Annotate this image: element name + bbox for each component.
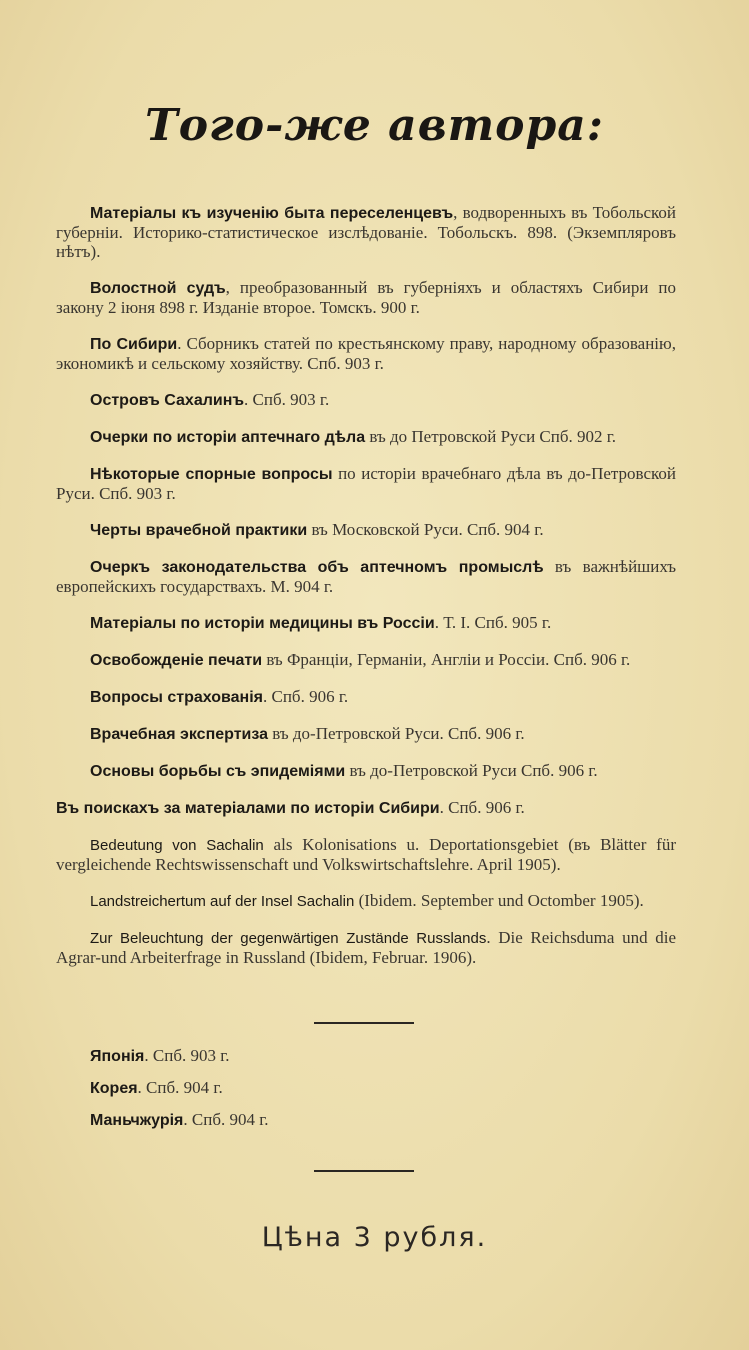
entry-details: . Спб. 903 г. — [244, 390, 330, 409]
section-divider — [314, 1022, 414, 1024]
bibliography-entry — [56, 464, 676, 503]
entry-details: въ до-Петровской Руси Спб. 906 г. — [345, 761, 598, 780]
bibliography-entry — [56, 891, 676, 911]
entry-details: въ до Петровской Руси Спб. 902 г. — [365, 427, 617, 446]
entry-details: . Спб. 904 г. — [137, 1078, 223, 1097]
entry-title: По Сибири — [90, 336, 178, 353]
entry-details: . Спб. 904 г. — [183, 1110, 269, 1129]
bibliography-entry — [56, 390, 676, 410]
entry-title: Врачебная экспертиза — [90, 726, 268, 743]
entry-title: Zur Beleuchtung der gegenwärtigen Zustände Russlands — [90, 930, 487, 947]
entry-title: Нѣкоторые спорные вопросы — [90, 466, 333, 483]
price-line: Цѣна 3 рубля. — [261, 1222, 488, 1253]
entry-details: въ важнѣйшихъ европейскихъ государствахъ. М. 904 г. — [56, 557, 676, 596]
entry-title: Матеріалы къ изученію быта переселенцевъ — [90, 205, 454, 222]
entry-details: въ Франціи, Германіи, Англіи и Россіи. Спб. 906 г. — [262, 650, 631, 669]
bibliography-entry — [56, 427, 676, 447]
entry-title: Маньчжурія — [90, 1112, 184, 1129]
bibliography-list — [56, 186, 676, 978]
entry-title: Корея — [90, 1080, 138, 1097]
entry-title: Очерки по исторіи аптечнаго дѣла — [90, 429, 366, 446]
bibliography-entry — [56, 928, 676, 967]
entry-title: Основы борьбы съ эпидеміями — [90, 763, 346, 780]
entry-details: . Спб. 906 г. — [262, 687, 349, 706]
entry-title: Матеріалы по исторіи медицины въ Россіи — [90, 615, 435, 632]
bibliography-entry — [56, 724, 676, 744]
bibliography-entry — [56, 557, 676, 596]
bibliography-entry — [56, 334, 676, 373]
bibliography-entry — [56, 650, 676, 670]
bibliography-entry — [56, 798, 676, 818]
bibliography-entry — [56, 203, 676, 261]
bibliography-entry — [56, 278, 676, 317]
bibliography-entry — [90, 1110, 650, 1130]
entry-details: по исторіи врачебнаго дѣла въ до-Петровской Руси. Спб. 903 г. — [56, 464, 677, 503]
entry-details: . Спб. 906 г. — [439, 798, 525, 817]
entry-details: . Т. І. Спб. 905 г. — [434, 613, 552, 632]
entry-title: Освобожденіе печати — [90, 652, 263, 669]
bibliography-entry — [56, 687, 676, 707]
entry-details: , водворенныхъ въ Тобольской губерніи. Историко-статистическое изслѣдованіе. Тобольскъ. 898. (Экземпляровъ нѣтъ). — [56, 203, 676, 261]
entry-title: Bedeutung von Sachalin — [90, 837, 264, 854]
entry-details: . Спб. 903 г. — [144, 1046, 230, 1065]
entry-details: . Сборникъ статей по крестьянскому праву, народному образованію, экономикѣ и сельскому хозяйству. Спб. 903 г. — [56, 334, 676, 373]
entry-title: Вопросы страхованія — [90, 689, 263, 706]
bibliography-entry — [56, 761, 676, 781]
entry-title: Landstreichertum auf der Insel Sachalin — [90, 893, 355, 910]
bibliography-entry — [90, 1046, 650, 1066]
entry-details: . Die Reichsduma und die Agrar-und Arbeiterfrage in Russland (Ibidem, Februar. 1906). — [56, 928, 676, 967]
page-title: Того-же автора: — [144, 100, 605, 151]
entry-details: (Ibidem. September und Octomber 1905). — [354, 891, 644, 910]
bibliography-entry — [56, 520, 676, 540]
entry-title: Островъ Сахалинъ — [90, 392, 245, 409]
bibliography-entry — [56, 613, 676, 633]
entry-title: Волостной судъ — [90, 280, 226, 297]
entry-title: Японія — [90, 1048, 145, 1065]
asia-list — [90, 1046, 650, 1142]
bibliography-entry — [56, 835, 676, 874]
entry-title: Очеркъ законодательства объ аптечномъ промыслѣ — [90, 559, 544, 576]
entry-details: , преобразованный въ губерніяхъ и областяхъ Сибири по закону 2 іюня 898 г. Изданіе второе. Томскъ. 900 г. — [56, 278, 676, 317]
entry-details: als Kolonisations u. Deportationsgebiet (въ Blätter für vergleichende Rechtswissenschaft und Volkswirtschaftslehre. April 1905). — [56, 835, 676, 874]
entry-title: Черты врачебной практики — [90, 522, 308, 539]
bibliography-entry — [90, 1078, 650, 1098]
entry-title: Въ поискахъ за матеріалами по исторіи Сибири — [56, 800, 440, 817]
section-divider — [314, 1170, 414, 1172]
entry-details: въ до-Петровской Руси. Спб. 906 г. — [268, 724, 525, 743]
entry-details: въ Московской Руси. Спб. 904 г. — [307, 520, 544, 539]
